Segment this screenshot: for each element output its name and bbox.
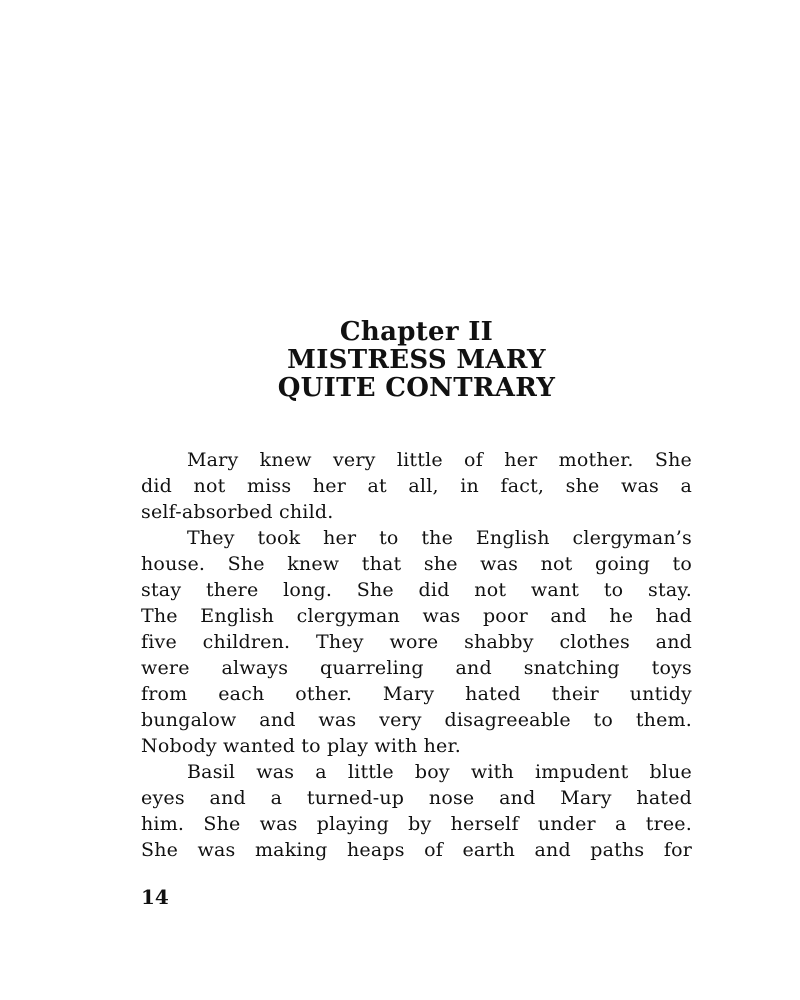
text-line: did not miss her at all, in fact, she was a <box>141 475 692 497</box>
chapter-title-line-1: MISTRESS MARY <box>287 345 546 375</box>
body-text <box>141 447 692 863</box>
text-line: eyes and a turned-up nose and Mary hated <box>141 787 692 809</box>
text-line: from each other. Mary hated their untidy <box>141 683 692 705</box>
text-line: She was making heaps of earth and paths for <box>141 839 692 861</box>
chapter-number: Chapter II <box>339 317 494 347</box>
text-line: were always quarreling and snatching toys <box>141 657 692 679</box>
text-line: They took her to the English clergyman’s <box>187 527 692 549</box>
text-line: Mary knew very little of her mother. She <box>187 449 692 471</box>
text-line: Nobody wanted to play with her. <box>141 735 461 757</box>
text-line: five children. They wore shabby clothes and <box>141 631 692 653</box>
page-number: 14 <box>141 885 169 909</box>
chapter-heading <box>141 318 692 402</box>
text-line: house. She knew that she was not going to <box>141 553 692 575</box>
text-line: self-absorbed child. <box>141 501 334 523</box>
text-line: stay there long. She did not want to stay. <box>141 579 692 601</box>
chapter-title-line-2: QUITE CONTRARY <box>277 373 556 403</box>
text-line: him. She was playing by herself under a tree. <box>141 813 692 835</box>
text-line: bungalow and was very disagreeable to them. <box>141 709 692 731</box>
text-line: Basil was a little boy with impudent blue <box>187 761 692 783</box>
text-line: The English clergyman was poor and he had <box>141 605 692 627</box>
